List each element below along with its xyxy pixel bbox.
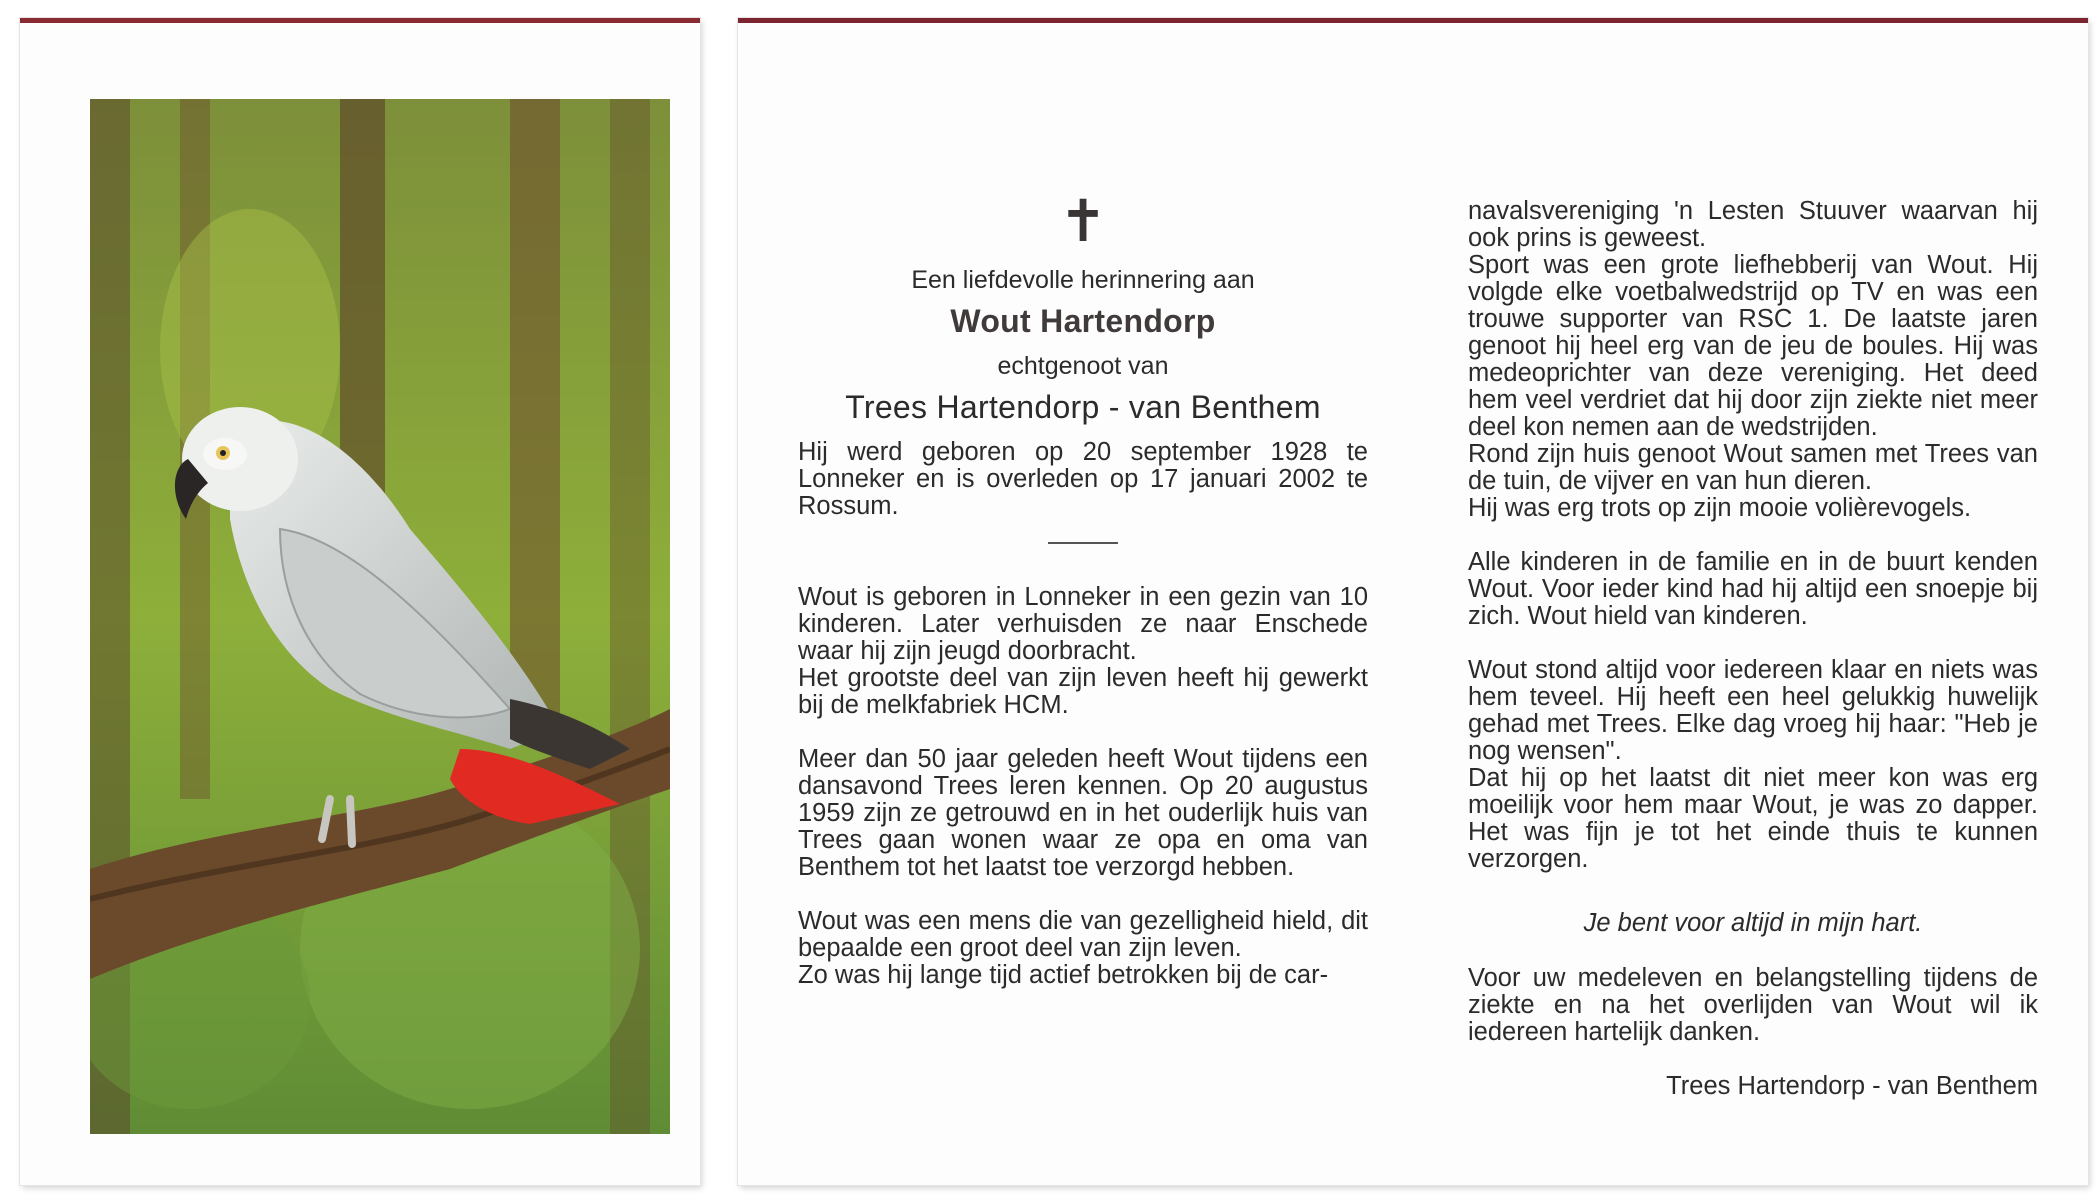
parrot-photo (90, 99, 670, 1134)
parrot-illustration (90, 99, 670, 1134)
cross-icon: ✝ (1058, 189, 1108, 254)
motto: Je bent voor altijd in mijn hart. (1583, 909, 1923, 937)
divider (1048, 542, 1118, 544)
birth-paragraph: Hij werd geboren op 20 september 1928 te Lonneker en is overleden op 17 januari 2002 te Rossum. (798, 438, 1368, 520)
left-paragraph-2: Het grootste deel van zijn leven heeft hij gewerkt bij de melkfabriek HCM. (798, 664, 1368, 719)
right-paragraph-2: Sport was een grote liefhebberij van Wout. Hij volgde elke voetbalwedstrijd op TV en was een trouwe supporter van RSC 1. De laatste jaren genoot hij heel erg van de jeu de boules. Hij was medeoprichter van deze vereniging. Het deed hem veel verdriet dat hij door zijn ziekte niet meer deel kon nemen aan de wedstrijden. (1468, 251, 2038, 441)
left-paragraph-3: Meer dan 50 jaar geleden heeft Wout tijdens een dansavond Trees leren kennen. Op 20 augustus 1959 zijn ze getrouwd en in het ouderlijk huis van Trees gaan wonen waar ze opa en oma van Benthem tot het laatst toe verzorgd hebben. (798, 745, 1368, 881)
right-paragraph-5: Alle kinderen in de familie en in de buurt kenden Wout. Voor ieder kind had hij altijd een snoepje bij zich. Wout hield van kinderen. (1468, 548, 2038, 630)
right-paragraph-8: Voor uw medeleven en belangstelling tijdens de ziekte en na het overlijden van Wout wil ik iedereen hartelijk danken. (1468, 964, 2038, 1046)
spouse-label: echtgenoot van (997, 352, 1169, 380)
signature: Trees Hartendorp - van Benthem (1666, 1072, 2038, 1100)
inner-card (738, 18, 2088, 1185)
right-paragraph-3: Rond zijn huis genoot Wout samen met Trees van de tuin, de vijver en van hun dieren. (1468, 440, 2038, 495)
left-paragraph-4: Wout was een mens die van gezelligheid hield, dit bepaalde een groot deel van zijn leven. (798, 907, 1368, 962)
right-paragraph-7: Dat hij op het laatst dit niet meer kon was erg moeilijk voor hem maar Wout, je was zo dapper. Het was fijn je tot het einde thuis te kunnen verzorgen. (1468, 764, 2038, 873)
right-paragraph-6: Wout stond altijd voor iedereen klaar en niets was hem teveel. Hij heeft een heel gelukkig huwelijk gehad met Trees. Elke dag vroeg hij haar: "Heb je nog wensen". (1468, 656, 2038, 765)
right-column (1468, 198, 2038, 1100)
left-column (798, 189, 1368, 989)
deceased-name: Wout Hartendorp (950, 303, 1216, 339)
spouse-name: Trees Hartendorp - van Benthem (845, 389, 1321, 425)
right-paragraph-4: Hij was erg trots op zijn mooie volièrevogels. (1468, 494, 1972, 522)
right-paragraph-1: navalsvereniging 'n Lesten Stuuver waarvan hij ook prins is geweest. (1468, 197, 2038, 252)
left-paragraph-5: Zo was hij lange tijd actief betrokken bij de car- (798, 961, 1329, 989)
left-paragraph-1: Wout is geboren in Lonneker in een gezin van 10 kinderen. Later verhuisden ze naar Enschede waar hij zijn jeugd doorbracht. (798, 583, 1368, 665)
front-card (20, 18, 700, 1185)
intro-line: Een liefdevolle herinnering aan (911, 266, 1255, 294)
